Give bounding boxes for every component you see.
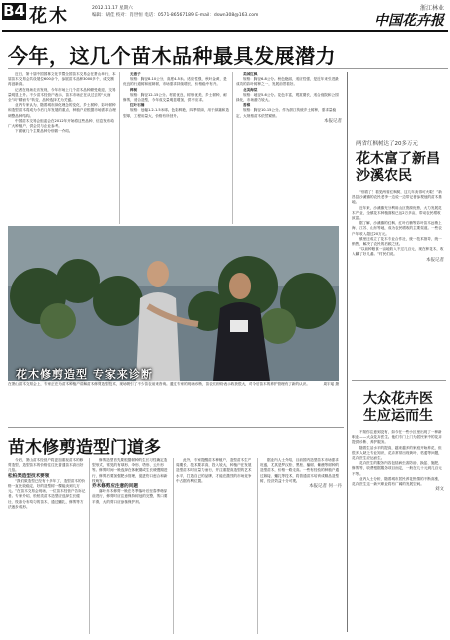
column-divider (89, 458, 90, 634)
side2-paragraph: 随着生活水平的提高，越来越多的家庭开始养花，但很多人缺乏专业知识，花卉常常出现黄叶、枯萎等问题，花卉医生应运而生。 (352, 445, 442, 461)
section-code: B4 (3, 2, 25, 20)
species-name: 北美海棠 (243, 87, 258, 92)
bottom-text: 落叶乔木修剪一般在冬季落叶后至春季萌芽前进行，修剪时应注意保持树冠的完整，剪口要平滑，大的剪口应涂抹保护剂。 (92, 489, 168, 504)
intro-paragraph: 下面就几个主要品种分别做一介绍。 (15, 129, 73, 134)
side-article-2-body (352, 430, 444, 635)
editor-line: 编辑：胡佳 校对：肖世恒 电话：0571-86567189 E-mail：dswn308@163.com (92, 13, 259, 18)
species-text: 规格：地径5-6公分。花色丰富，观赏期长，适合庭院和公园绿化，市场潜力较大。 (236, 92, 339, 103)
headline-rule (8, 68, 448, 69)
side2-paragraph: 花卉医生的服务内容包括病虫害防治、换盆、施肥、修剪等，收费根据服务项目而定，一般在几十元到几百元不等。 (352, 461, 442, 476)
main-headline: 今年，这几个苗木品种最具发展潜力 (8, 44, 336, 68)
species-name: 香樟 (243, 103, 251, 108)
bottom-text: 此外，专家提醒苗木种植户，造型苗木生产周期长、技术要求高，投入较大，种植户在发展造型苗木时应量力而行，并注重提高造型的艺术水平，打造自己的品牌，才能在激烈的市场竞争中占据有利位置。 (176, 458, 252, 483)
side-headline-1: 花木富了新昌沙溪农民 (356, 151, 440, 184)
news-photo (8, 226, 339, 381)
bottom-text: 修剪造型首先要根据树种的生长习性确定造型形式，常见的有球形、伞形、塔形、云片形等。修剪时间一般选择在休眠期或生长缓慢期进行，修剪后要加强肥水管理，促进伤口愈合和新枝萌发。 (92, 458, 168, 483)
side-headline-2: 大众花卉医生应运而生 (363, 391, 433, 424)
bottom-column-3 (176, 458, 254, 634)
bottom-byline: 本报记者 何一丹 (309, 484, 342, 490)
photo-caption-box (8, 382, 339, 387)
photo-label: 花木修剪造型 专家来诊断 (16, 368, 153, 381)
bottom-intro: 今后，萧山苗木经营户将更加重视苗木的修剪造型，造型苗木的价格往往比普通苗木高出好几倍。 (8, 458, 84, 473)
bottom-text: “我们做造型已经有十多年了，造型苗木的价格一直比较稳定，好的造型树一棵能卖到几万元。”在苗木交易会现场，一位苗木经营户告诉记者。专家介绍，松柏类苗木造型应选择生长健壮、枝条分布均匀的苗木，通过蟠扎、修剪等方法逐步成形。 (8, 478, 86, 509)
species-text: 规格：胸径6-8公分。秋色艳丽，适应性强，是近年来引进最成功的彩叶树种之一，发展前景看好。 (236, 77, 339, 87)
side1-paragraph: 镇里还成立了花木专业合作社，统一技术指导，统一销售，解决了农民的后顾之忧。 (352, 236, 442, 247)
bottom-text: 据业内人士介绍，目前国内造型苗木市场需求旺盛，尤其是罗汉松、黑松、榆树、紫薇等树种的造型苗木，价格一路走高。一些有经验的种植户通过嫁接、蟠扎等技术，将普通苗木培育成精品造型树，经济效益十分可观。 (260, 458, 340, 483)
main-byline: 本报记者 (324, 118, 342, 124)
side1-paragraph: 据了解，沙溪镇的红枫、红叶石楠等彩叶苗木远销上海、江苏、山东等地，成为农民增收的主要渠道。一些农户年收入超过20万元。 (352, 221, 442, 236)
bottom-subhead-2: 乔木修剪应注意的问题 (92, 484, 138, 490)
intro-paragraph: 业内专家认为，随着城市绿化理念的变化，乡土树种、彩叶树种和造型苗木将成为今后几年发展的重点，种植户应根据市场需求合理调整品种结构。 (8, 103, 116, 118)
newspaper-logo: 中国花卉报 (374, 13, 444, 29)
side1-byline: 本报记者 (426, 257, 444, 263)
side1-paragraph: 近年来，沙溪镇充分利用山区资源优势，大力发展花木产业，全镇花木种植面积已达2万多亩，带动农民增收致富。 (352, 205, 442, 221)
region-label: 浙江林业 (419, 5, 444, 12)
side-kicker: 两省红枫树达了20多万元 (356, 141, 418, 147)
bottom-headline: 苗木修剪造型门道多 (8, 438, 161, 458)
main-column-2 (236, 72, 342, 224)
bottom-rule (8, 427, 344, 428)
side1-paragraph: “以前种粮食一亩地收入不过几百元，现在种花木，收入翻了好几番。”村民们说。 (352, 247, 444, 257)
bottom-column-1 (8, 458, 86, 634)
species-name: 红叶石楠 (130, 103, 145, 108)
photo-illustration (8, 226, 339, 381)
side1-paragraph: “别看了！看见两省红枫树，这几年卖得可火啦！”新昌县沙溪镇的农民老李一边说一边带记者参观他的苗木基地。 (352, 190, 442, 205)
date-line: 2012.11.17 星期六 (92, 6, 133, 11)
sidebar-rule (352, 380, 446, 381)
photo-caption: 在萧山苗木交易会上，专家正在为苗木种植户讲解苗木修剪造型技术，现场吸引了不少苗农前来咨询。通过专家的现场诊断，苗农们纷纷表示收获很大，对今后苗木的养护管理有了新的认识。 (8, 382, 310, 386)
species-text: 规格：胸径12-15公分。材质优良，树形优美，乡土树种，耐修剪，适合造型，今年成交量明显增加，供不应求。 (123, 92, 227, 103)
species-text: 规格：胸径8-10公分，高度4-5米。适应性强，秋叶金黄，是优良的行道树和庭荫树，市场需求持续增长，价格稳中有升。 (123, 77, 227, 87)
column-divider (257, 458, 258, 634)
column-divider (119, 72, 120, 224)
species-name: 美国红枫 (243, 72, 258, 76)
sidebar-divider (347, 72, 348, 632)
photo-credit: 周宇瑶 摄 (323, 382, 339, 386)
side2-byline: 刘文 (435, 487, 444, 493)
section-name: 花木 (29, 6, 69, 27)
side-article-1-body (352, 190, 444, 370)
bottom-column-4 (260, 458, 342, 634)
side2-paragraph: 不知你注意到没有，如今在一些小区里出现了一种新职业——大众花卉医生。他们专门上门为居民家中的花卉提供诊断、养护服务。 (352, 430, 442, 445)
species-text: 规格：冠幅1.2-1.5米球。色彩鲜艳，四季常绿，用于绿篱和造型球，工程用量大，价格有所回升。 (123, 108, 229, 118)
bottom-column-2 (92, 458, 170, 634)
column-divider (173, 458, 174, 634)
species-text: 规格：胸径10-15公分。作为浙江传统乡土树种，需求量稳定，大规格苗木依然紧俏。 (236, 108, 337, 118)
species-name: 榉树 (130, 87, 138, 92)
intro-paragraph: 记者在现场走访发现，今年市场上几个苗木品种颇受欢迎，交易量明显上升。不少苗木经营户表示，苗木市场正在从过去的“大而全”向“精而专”转变，品种选择尤为关键。 (8, 87, 116, 103)
intro-paragraph: 中国苗木交易会组委会在2012年开始将这些品种、信息发布给广大种植户，供会员与企业参考。 (8, 118, 114, 129)
side2-paragraph: 业内人士分析，随着城市居民养花热情的不断高涨，花卉医生这一新兴职业将有广阔的发展空间。 (352, 476, 442, 487)
main-intro (8, 72, 116, 224)
species-name: 无患子 (130, 72, 141, 76)
bottom-subhead-1: 松柏类造型技术要领 (8, 473, 50, 479)
main-column-1 (123, 72, 229, 224)
header-rule (2, 30, 448, 32)
intro-paragraph: 近日，第十届中国园林文化节暨全国苗木交易会在萧山举行，本届苗木交易会共设展位600余个，参展苗木品种3000多个，成交额再创新高。 (8, 72, 116, 87)
column-divider (232, 72, 233, 224)
